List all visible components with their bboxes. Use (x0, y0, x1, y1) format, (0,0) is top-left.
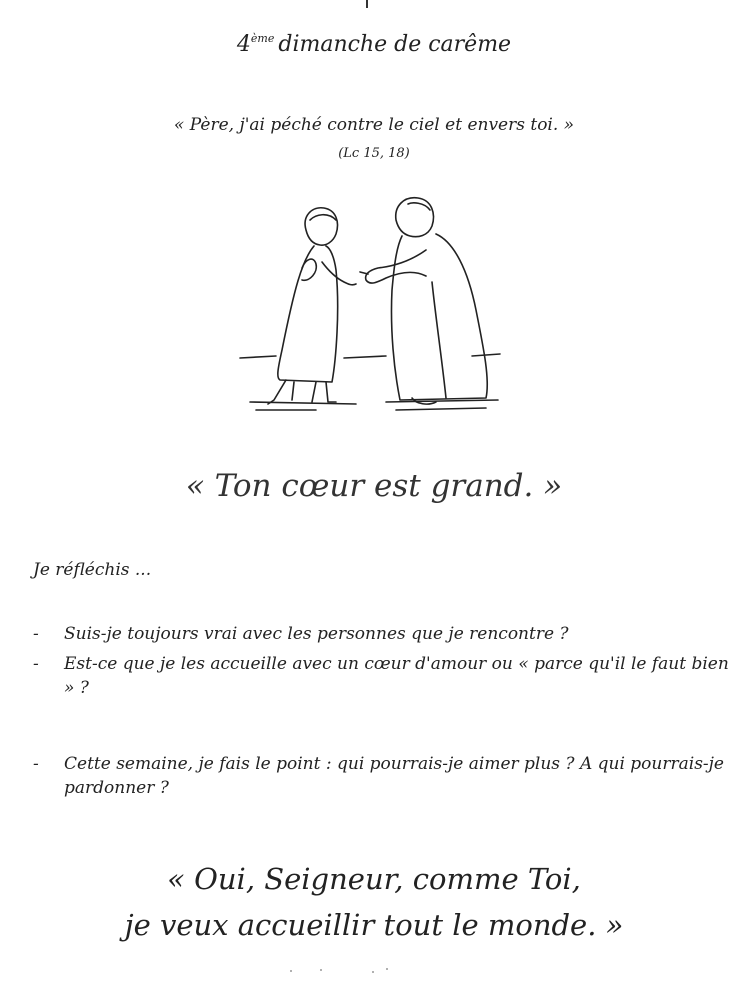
reflection-label: Je réfléchis ... (33, 560, 152, 580)
bullet-dash: - (33, 624, 39, 644)
reflection-item-text: Cette semaine, je fais le point : qui pourrais-je aimer plus ? A qui pourrais-je pardonner ? (64, 754, 724, 798)
heading-text: dimanche de carême (278, 32, 512, 57)
scan-speck (290, 970, 292, 972)
heading-ordinal: 4 (236, 32, 251, 57)
closing-line-1: « Oui, Seigneur, comme Toi, (167, 862, 581, 896)
scan-speck (372, 971, 374, 973)
scripture-quote: « Père, j'ai péché contre le ciel et envers toi. » (173, 115, 575, 135)
son-hair (310, 215, 336, 220)
ground-line (240, 354, 500, 358)
son-head (305, 208, 337, 245)
son-body (278, 246, 338, 382)
page-heading (0, 32, 748, 57)
son-legs (268, 380, 336, 404)
father-welcomes-son-drawing (236, 190, 506, 415)
father-robe (391, 234, 487, 400)
scan-speck (320, 969, 322, 971)
closing-prayer (0, 856, 748, 948)
closing-line-2: je veux accueillir tout le monde. » (124, 908, 624, 942)
top-edge-mark (366, 0, 368, 8)
reflection-item-text: Suis-je toujours vrai avec les personnes que je rencontre ? (64, 624, 569, 644)
reflection-item-text: Est-ce que je les accueille avec un cœur d'amour ou « parce qu'il le faut bien » ? (64, 654, 729, 698)
bullet-dash: - (33, 754, 39, 774)
scripture-reference: (Lc 15, 18) (338, 146, 410, 161)
heading-ordinal-suffix: ème (250, 32, 275, 45)
bullet-dash: - (33, 654, 39, 674)
page-title: « Ton cœur est grand. » (185, 468, 563, 504)
scan-speck (386, 968, 388, 970)
